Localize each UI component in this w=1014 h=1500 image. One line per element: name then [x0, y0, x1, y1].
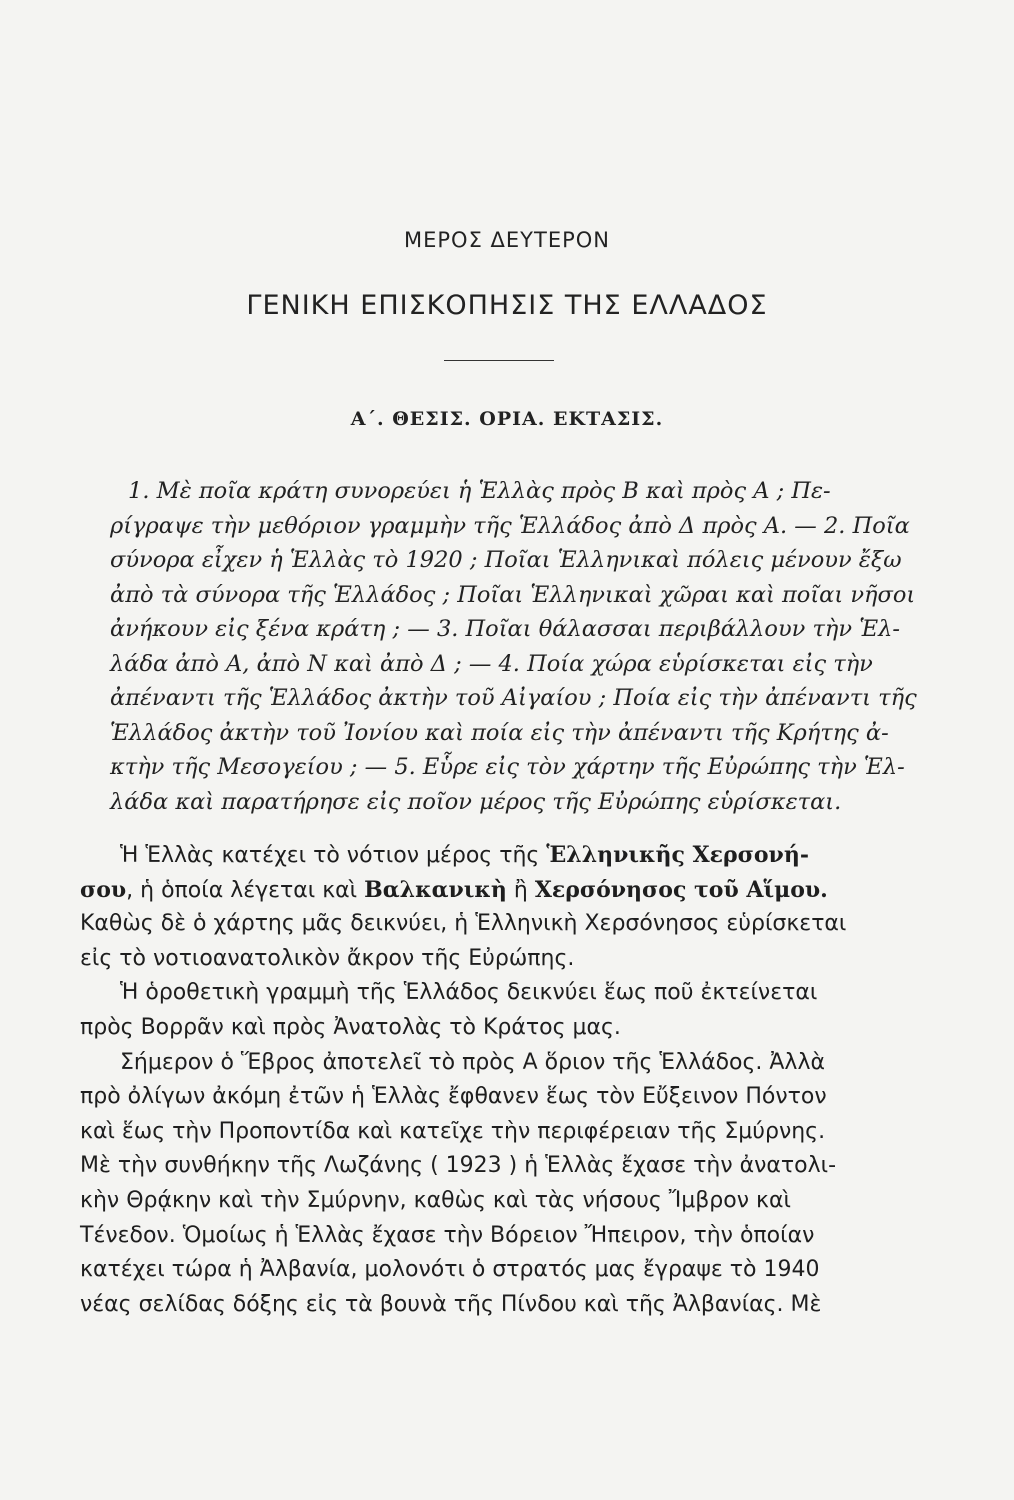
bold-term: Ἑλληνικῆς Χερσονή- [546, 842, 809, 868]
paragraph-line: πρὸ ὀλίγων ἀκόμη ἐτῶν ἡ Ἑλλὰς ἔφθανεν ἕως τὸν Εὔξεινον Πόντον [80, 1084, 827, 1110]
paragraph-line [80, 873, 920, 908]
paragraph-line: Μὲ τὴν συνθήκην τῆς Λωζάνης ( 1923 ) ἡ Ἑλλὰς ἔχασε τὴν ἀνατολι- [80, 1153, 837, 1179]
paragraph-line: Τένεδον. Ὁμοίως ἡ Ἑλλὰς ἔχασε τὴν Βόρειον Ἤπειρον, τὴν ὁποίαν [80, 1222, 815, 1248]
bold-term: Βαλκανικὴ [364, 876, 507, 903]
bold-term: σου [80, 876, 127, 903]
question-line: λάδα ἀπὸ Α, ἀπὸ Ν καὶ ἀπὸ Δ ; — 4. Ποία χώρα εὑρίσκεται εἰς τὴν [110, 650, 873, 677]
part-title: ΜΕΡΟΣ ΔΕΥΤΕΡΟΝ [404, 228, 610, 252]
question-line: 1. Μὲ ποῖα κράτη συνορεύει ἡ Ἑλλὰς πρὸς Β καὶ πρὸς Α ; Πε- [128, 478, 831, 504]
question-line: ρίγραψε τὴν μεθόριον γραμμὴν τῆς Ἑλλάδος ἀπὸ Δ πρὸς Α. — 2. Ποῖα [110, 512, 910, 539]
question-line: κτὴν τῆς Μεσογείου ; — 5. Εὗρε εἰς τὸν χάρτην τῆς Εὐρώπης τὴν Ἑλ- [110, 754, 905, 780]
paragraph-line [80, 838, 920, 873]
paragraph-line: νέας σελίδας δόξης εἰς τὰ βουνὰ τῆς Πίνδου καὶ τῆς Ἀλβανίας. Μὲ [80, 1291, 822, 1317]
title-divider [444, 360, 554, 361]
question-line: ἀνήκουν εἰς ξένα κράτη ; — 3. Ποῖαι θάλασσαι περιβάλλουν τὴν Ἑλ- [110, 616, 901, 642]
text-run: , ἡ ὁποία λέγεται καὶ [126, 877, 365, 903]
paragraph-line: κατέχει τώρα ἡ Ἀλβανία, μολονότι ὁ στρατός μας ἔγραψε τὸ 1940 [80, 1257, 820, 1283]
question-line: λάδα καὶ παρατήρησε εἰς ποῖον μέρος τῆς Εὐρώπης εὑρίσκεται. [110, 788, 842, 815]
paragraph-line: Ἡ ὁροθετικὴ γραμμὴ τῆς Ἑλλάδος δεικνύει ἕως ποῦ ἐκτείνεται [120, 980, 818, 1006]
body-text [80, 838, 920, 1322]
question-line: Ἑλλάδος ἀκτὴν τοῦ Ἰονίου καὶ ποία εἰς τὴν ἀπέναντι τῆς Κρήτης ἀ- [110, 719, 889, 746]
bold-term: Χερσόνησος τοῦ Αἵμου [534, 876, 821, 903]
text-run: . [820, 876, 828, 903]
paragraph-line: εἰς τὸ νοτιοανατολικὸν ἄκρον τῆς Εὐρώπης. [80, 945, 575, 971]
question-line: ἀπέναντι τῆς Ἑλλάδος ἀκτὴν τοῦ Αἰγαίου ; Ποία εἰς τὴν ἀπέναντι τῆς [110, 685, 917, 711]
text-run: ἢ [506, 877, 535, 903]
paragraph-line: κὴν Θρᾴκην καὶ τὴν Σμύρνην, καθὼς καὶ τὰς νήσους Ἴμβρον καὶ [80, 1187, 791, 1213]
text-run: Ἡ Ἑλλὰς κατέχει τὸ νότιον μέρος τῆς [120, 843, 547, 868]
paragraph-line: καὶ ἕως τὴν Προποντίδα καὶ κατεῖχε τὴν περιφέρειαν τῆς Σμύρνης. [80, 1118, 826, 1144]
paragraph-line: Καθὼς δὲ ὁ χάρτης μᾶς δεικνύει, ἡ Ἑλληνικὴ Χερσόνησος εὑρίσκεται [80, 911, 847, 937]
paragraph-line: Σήμερον ὁ Ἕβρος ἀποτελεῖ τὸ πρὸς Α ὅριον τῆς Ἑλλάδος. Ἀλλὰ [120, 1049, 825, 1075]
review-questions [110, 474, 917, 819]
main-title: ΓΕΝΙΚΗ ΕΠΙΣΚΟΠΗΣΙΣ ΤΗΣ ΕΛΛΑΔΟΣ [246, 290, 768, 321]
question-line: σύνορα εἶχεν ἡ Ἑλλὰς τὸ 1920 ; Ποῖαι Ἑλληνικαὶ πόλεις μένουν ἔξω [110, 547, 902, 573]
paragraph-line: πρὸς Βορρᾶν καὶ πρὸς Ἀνατολὰς τὸ Κράτος μας. [80, 1014, 621, 1040]
question-line: ἀπὸ τὰ σύνορα τῆς Ἑλλάδος ; Ποῖαι Ἑλληνικαὶ χῶραι καὶ ποῖαι νῆσοι [110, 581, 916, 608]
section-heading: Α΄. ΘΕΣΙΣ. ΟΡΙΑ. ΕΚΤΑΣΙΣ. [350, 408, 664, 430]
